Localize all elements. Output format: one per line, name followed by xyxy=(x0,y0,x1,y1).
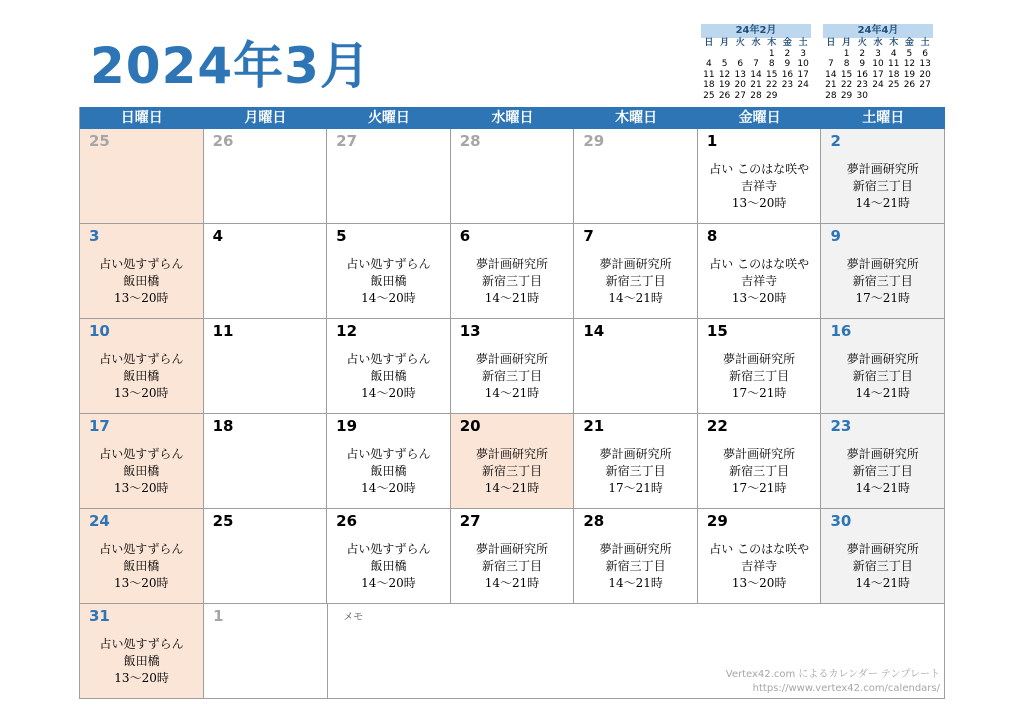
mini-weekday: 土 xyxy=(798,38,808,48)
event-text xyxy=(327,351,450,402)
mini-day: 15 xyxy=(765,69,778,80)
mini-day xyxy=(795,91,811,102)
mini-day: 14 xyxy=(750,69,762,80)
event-line: 14〜20時 xyxy=(361,481,416,495)
calendar-week xyxy=(80,319,945,414)
day-cell[interactable] xyxy=(821,319,945,414)
event-line: 13〜20時 xyxy=(114,291,169,305)
day-number: 28 xyxy=(583,512,605,530)
mini-day: 2 xyxy=(784,48,791,59)
event-text xyxy=(574,256,697,307)
mini-weekday: 火 xyxy=(735,38,745,48)
event-line: 新宿三丁目 xyxy=(852,274,913,288)
mini-day: 5 xyxy=(906,48,913,59)
calendar-week xyxy=(80,224,945,319)
mini-day xyxy=(748,49,764,60)
event-line: 夢計画研究所 xyxy=(846,162,919,176)
mini-weekday: 水 xyxy=(751,38,761,48)
event-line: 14〜20時 xyxy=(361,386,416,400)
day-cell[interactable] xyxy=(821,224,945,319)
mini-day: 27 xyxy=(919,80,931,90)
event-line: 占い処すずらん xyxy=(99,542,184,556)
event-text xyxy=(574,541,697,592)
event-line: 17〜21時 xyxy=(855,291,911,305)
event-text xyxy=(698,351,821,402)
event-line: 14〜21時 xyxy=(855,481,911,495)
calendar-week-last xyxy=(80,604,945,699)
day-cell[interactable] xyxy=(574,319,698,414)
event-line: 夢計画研究所 xyxy=(476,447,549,461)
weekday-friday: 金曜日 xyxy=(738,110,781,126)
credit-url[interactable]: https://www.vertex42.com/calendars/ xyxy=(752,683,940,694)
mini-day: 22 xyxy=(840,80,853,90)
mini-day: 21 xyxy=(825,80,837,90)
day-cell[interactable] xyxy=(698,319,822,414)
event-text xyxy=(80,446,203,497)
event-line: 吉祥寺 xyxy=(741,274,778,288)
day-number: 19 xyxy=(336,417,358,435)
mini-day: 23 xyxy=(781,80,794,90)
mini-day: 11 xyxy=(887,59,900,69)
event-line: 夢計画研究所 xyxy=(723,352,796,366)
mini-calendar-grid xyxy=(701,38,811,101)
day-cell[interactable] xyxy=(204,319,328,414)
day-number: 7 xyxy=(583,227,594,245)
day-cell[interactable] xyxy=(574,129,698,224)
event-line: 13〜20時 xyxy=(731,196,787,210)
mini-day: 20 xyxy=(734,80,746,90)
event-line: 新宿三丁目 xyxy=(482,369,543,383)
day-number: 26 xyxy=(336,512,358,530)
day-cell[interactable] xyxy=(698,414,822,509)
mini-day: 7 xyxy=(753,59,759,69)
day-cell[interactable] xyxy=(574,509,698,604)
mini-day: 27 xyxy=(734,90,746,101)
day-number: 23 xyxy=(830,417,852,435)
mini-weekday: 木 xyxy=(889,38,899,48)
day-number: 27 xyxy=(336,132,358,150)
day-cell[interactable] xyxy=(698,129,822,224)
mini-day: 20 xyxy=(919,69,931,80)
event-line: 新宿三丁目 xyxy=(729,369,790,383)
event-line: 新宿三丁目 xyxy=(605,464,666,478)
day-cell[interactable] xyxy=(327,414,451,509)
day-number: 12 xyxy=(336,322,358,340)
mini-weekday: 月 xyxy=(842,38,852,48)
event-text xyxy=(574,446,697,497)
event-line: 占い このはな咲や xyxy=(709,162,810,176)
event-text xyxy=(327,541,450,592)
mini-day xyxy=(886,91,902,102)
event-line: 吉祥寺 xyxy=(741,179,778,193)
weekday-wednesday: 水曜日 xyxy=(491,110,534,126)
event-line: 新宿三丁目 xyxy=(605,559,666,573)
day-number: 22 xyxy=(706,417,728,435)
day-number: 26 xyxy=(212,132,234,150)
mini-day: 6 xyxy=(922,48,928,59)
event-line: 夢計画研究所 xyxy=(846,257,919,271)
day-number: 21 xyxy=(583,417,605,435)
event-line: 17〜21時 xyxy=(608,481,663,495)
mini-day: 26 xyxy=(903,80,916,90)
mini-day xyxy=(780,91,796,102)
day-cell[interactable] xyxy=(821,414,945,509)
mini-day: 9 xyxy=(859,59,866,69)
event-line: 飯田橋 xyxy=(123,654,160,668)
mini-day xyxy=(717,49,733,60)
event-line: 夢計画研究所 xyxy=(846,542,919,556)
mini-day: 15 xyxy=(840,69,853,80)
event-line: 14〜21時 xyxy=(484,386,540,400)
event-text xyxy=(451,351,574,402)
mini-day xyxy=(732,49,748,60)
event-line: 14〜21時 xyxy=(855,196,911,210)
mini-day: 7 xyxy=(827,59,834,69)
day-number: 18 xyxy=(212,417,234,435)
memo-label: メモ xyxy=(343,612,364,623)
mini-day xyxy=(701,49,717,60)
mini-day: 16 xyxy=(856,69,868,80)
mini-day: 23 xyxy=(856,80,868,90)
event-line: 飯田橋 xyxy=(123,559,160,573)
mini-day: 19 xyxy=(903,69,916,80)
event-line: 13〜20時 xyxy=(114,386,169,400)
day-cell[interactable] xyxy=(327,224,451,319)
mini-day: 8 xyxy=(768,59,775,69)
event-line: 飯田橋 xyxy=(123,464,160,478)
event-line: 占い処すずらん xyxy=(346,257,431,271)
event-line: 14〜21時 xyxy=(855,386,911,400)
mini-calendar-april xyxy=(823,24,933,101)
mini-day xyxy=(823,49,839,60)
weekday-tuesday: 火曜日 xyxy=(367,110,410,126)
event-line: 17〜21時 xyxy=(731,481,787,495)
event-line: 13〜20時 xyxy=(731,576,787,590)
day-number: 10 xyxy=(89,322,110,340)
mini-day: 18 xyxy=(887,69,900,80)
event-line: 夢計画研究所 xyxy=(846,447,919,461)
day-number: 4 xyxy=(212,227,224,245)
mini-day: 28 xyxy=(825,90,837,101)
mini-day: 18 xyxy=(703,80,715,90)
mini-calendar-grid xyxy=(823,38,933,101)
mini-day xyxy=(870,91,886,102)
mini-day: 13 xyxy=(734,69,746,80)
event-text xyxy=(821,161,944,212)
day-cell[interactable] xyxy=(451,509,575,604)
mini-day: 25 xyxy=(703,90,715,101)
day-cell[interactable] xyxy=(80,129,204,224)
event-line: 14〜20時 xyxy=(361,576,416,590)
day-number: 31 xyxy=(89,607,110,625)
day-number: 3 xyxy=(89,227,100,245)
event-text xyxy=(698,256,821,307)
template-credit xyxy=(726,668,940,696)
event-line: 占い処すずらん xyxy=(346,542,431,556)
event-line: 14〜21時 xyxy=(484,481,540,495)
event-line: 新宿三丁目 xyxy=(605,274,666,288)
day-number: 29 xyxy=(706,512,728,530)
event-line: 吉祥寺 xyxy=(741,559,778,573)
event-line: 占い処すずらん xyxy=(346,352,431,366)
weekday-saturday: 土曜日 xyxy=(862,110,905,126)
event-line: 14〜20時 xyxy=(361,291,416,305)
day-cell[interactable] xyxy=(821,509,945,604)
event-line: 夢計画研究所 xyxy=(723,447,796,461)
mini-day xyxy=(917,91,933,102)
event-text xyxy=(80,351,203,402)
day-cell[interactable] xyxy=(80,414,204,509)
mini-day: 12 xyxy=(718,69,731,80)
weekday-sunday: 日曜日 xyxy=(120,110,163,126)
day-cell[interactable] xyxy=(80,224,204,319)
event-line: 新宿三丁目 xyxy=(852,559,913,573)
event-line: 占い処すずらん xyxy=(346,447,431,461)
event-line: 新宿三丁目 xyxy=(852,369,913,383)
day-cell[interactable] xyxy=(451,319,575,414)
day-cell[interactable] xyxy=(204,509,328,604)
day-cell[interactable] xyxy=(451,129,575,224)
event-line: 飯田橋 xyxy=(370,274,407,288)
mini-day: 26 xyxy=(718,90,731,101)
event-line: 飯田橋 xyxy=(370,559,407,573)
calendar-weeks xyxy=(80,129,945,604)
day-cell[interactable] xyxy=(698,224,822,319)
event-text xyxy=(327,256,450,307)
day-number: 24 xyxy=(89,512,110,530)
day-number: 2 xyxy=(830,132,841,150)
day-cell[interactable] xyxy=(574,224,698,319)
event-line: 夢計画研究所 xyxy=(476,352,549,366)
event-line: 夢計画研究所 xyxy=(599,542,672,556)
mini-day: 8 xyxy=(843,59,850,69)
mini-weekday: 土 xyxy=(920,38,930,48)
day-number: 28 xyxy=(459,132,481,150)
event-line: 新宿三丁目 xyxy=(482,559,543,573)
event-line: 夢計画研究所 xyxy=(476,542,549,556)
event-line: 飯田橋 xyxy=(123,369,160,383)
day-number: 1 xyxy=(706,132,718,150)
mini-day: 1 xyxy=(768,48,775,59)
calendar-week xyxy=(80,129,945,224)
day-number: 14 xyxy=(583,322,605,340)
event-line: 占い処すずらん xyxy=(99,637,184,651)
event-text xyxy=(80,541,203,592)
event-line: 新宿三丁目 xyxy=(482,274,543,288)
day-cell[interactable] xyxy=(80,604,204,699)
event-text xyxy=(451,541,574,592)
day-number: 27 xyxy=(459,512,481,530)
day-cell[interactable] xyxy=(698,509,822,604)
mini-calendar-title: 24年4月 xyxy=(823,24,933,38)
day-cell[interactable] xyxy=(574,414,698,509)
mini-weekday: 金 xyxy=(782,38,792,48)
event-line: 占い処すずらん xyxy=(99,352,184,366)
day-number: 20 xyxy=(459,417,481,435)
mini-day: 16 xyxy=(781,69,794,80)
event-line: 14〜21時 xyxy=(608,576,663,590)
mini-day: 24 xyxy=(797,80,809,90)
day-number: 25 xyxy=(89,132,110,150)
day-number: 9 xyxy=(830,227,841,245)
event-line: 占い このはな咲や xyxy=(709,542,810,556)
mini-day: 21 xyxy=(750,80,762,90)
event-text xyxy=(327,446,450,497)
day-cell[interactable] xyxy=(204,414,328,509)
mini-day: 4 xyxy=(890,48,897,59)
event-line: 夢計画研究所 xyxy=(846,352,919,366)
mini-day xyxy=(902,91,918,102)
mini-weekday: 日 xyxy=(826,38,836,48)
mini-day: 28 xyxy=(750,90,762,101)
day-cell[interactable] xyxy=(204,224,328,319)
month-calendar xyxy=(79,107,945,699)
mini-weekday: 木 xyxy=(767,38,777,48)
event-text xyxy=(821,446,944,497)
mini-day: 29 xyxy=(765,90,778,101)
event-line: 飯田橋 xyxy=(370,464,407,478)
day-number: 17 xyxy=(89,417,110,435)
day-number: 5 xyxy=(336,227,347,245)
day-number: 29 xyxy=(583,132,605,150)
mini-weekday: 金 xyxy=(904,38,914,48)
weekday-header xyxy=(80,107,945,129)
event-line: 新宿三丁目 xyxy=(482,464,543,478)
day-number: 15 xyxy=(706,322,728,340)
event-text xyxy=(698,161,821,212)
calendar-week xyxy=(80,414,945,509)
mini-weekday: 火 xyxy=(857,38,867,48)
event-line: 13〜20時 xyxy=(731,291,787,305)
mini-day: 29 xyxy=(840,90,853,101)
day-number: 13 xyxy=(459,322,481,340)
day-number: 16 xyxy=(830,322,852,340)
credit-line: Vertex42.com によるカレンダー テンプレート xyxy=(725,669,940,680)
event-line: 夢計画研究所 xyxy=(599,447,672,461)
event-line: 14〜21時 xyxy=(855,576,911,590)
mini-day: 6 xyxy=(737,59,744,69)
day-cell[interactable] xyxy=(327,129,451,224)
event-text xyxy=(821,351,944,402)
event-text xyxy=(451,446,574,497)
mini-day: 30 xyxy=(856,90,868,101)
event-line: 飯田橋 xyxy=(123,274,160,288)
mini-day: 9 xyxy=(784,59,791,69)
mini-weekday: 日 xyxy=(704,38,714,48)
day-cell[interactable] xyxy=(204,129,328,224)
weekday-monday: 月曜日 xyxy=(244,110,287,126)
event-line: 新宿三丁目 xyxy=(729,464,790,478)
event-text xyxy=(821,541,944,592)
mini-day: 14 xyxy=(825,69,837,80)
mini-calendar-title: 24年2月 xyxy=(701,24,811,38)
mini-weekday: 月 xyxy=(720,38,730,48)
mini-weekday: 水 xyxy=(873,38,883,48)
event-text xyxy=(80,256,203,307)
mini-day: 17 xyxy=(797,69,809,80)
mini-day: 19 xyxy=(718,80,731,90)
event-line: 新宿三丁目 xyxy=(852,464,913,478)
day-number: 11 xyxy=(212,322,234,340)
event-line: 14〜21時 xyxy=(608,291,663,305)
event-line: 13〜20時 xyxy=(114,671,169,685)
event-line: 占い処すずらん xyxy=(99,447,184,461)
memo-area[interactable] xyxy=(328,604,945,699)
event-line: 新宿三丁目 xyxy=(852,179,913,193)
event-line: 13〜20時 xyxy=(114,576,169,590)
mini-day: 11 xyxy=(703,69,715,80)
day-number: 1 xyxy=(213,607,224,625)
day-cell[interactable] xyxy=(451,224,575,319)
day-cell[interactable] xyxy=(80,319,204,414)
mini-day: 4 xyxy=(705,59,712,69)
event-text xyxy=(698,446,821,497)
day-cell[interactable] xyxy=(80,509,204,604)
mini-day: 10 xyxy=(872,59,884,69)
mini-day: 13 xyxy=(919,59,931,69)
event-line: 14〜21時 xyxy=(484,291,540,305)
event-line: 夢計画研究所 xyxy=(476,257,549,271)
day-number: 30 xyxy=(830,512,852,530)
day-cell[interactable] xyxy=(451,414,575,509)
mini-calendar-february xyxy=(701,24,811,101)
mini-day: 3 xyxy=(875,48,881,59)
event-text xyxy=(451,256,574,307)
event-line: 夢計画研究所 xyxy=(599,257,672,271)
day-number: 6 xyxy=(459,227,471,245)
weekday-thursday: 木曜日 xyxy=(615,110,658,126)
mini-day: 22 xyxy=(765,80,778,90)
event-line: 17〜21時 xyxy=(731,386,787,400)
mini-day: 17 xyxy=(872,69,884,80)
day-number: 25 xyxy=(212,512,234,530)
event-line: 飯田橋 xyxy=(370,369,407,383)
mini-day: 24 xyxy=(872,80,884,90)
mini-day: 5 xyxy=(721,59,728,69)
event-line: 占い このはな咲や xyxy=(709,257,810,271)
mini-day: 3 xyxy=(800,48,806,59)
mini-day: 10 xyxy=(797,59,809,69)
event-text xyxy=(821,256,944,307)
day-cell[interactable] xyxy=(327,509,451,604)
mini-day: 2 xyxy=(859,48,866,59)
mini-day: 1 xyxy=(843,48,850,59)
event-line: 13〜20時 xyxy=(114,481,169,495)
event-text xyxy=(80,636,203,687)
day-cell[interactable] xyxy=(204,604,328,699)
day-number: 8 xyxy=(706,227,718,245)
mini-day: 12 xyxy=(903,59,916,69)
calendar-week xyxy=(80,509,945,604)
page-title: 2024年3月 xyxy=(90,37,371,95)
event-line: 14〜21時 xyxy=(484,576,540,590)
mini-day: 25 xyxy=(887,80,900,90)
event-line: 占い処すずらん xyxy=(99,257,184,271)
day-cell[interactable] xyxy=(327,319,451,414)
event-text xyxy=(698,541,821,592)
day-cell[interactable] xyxy=(821,129,945,224)
